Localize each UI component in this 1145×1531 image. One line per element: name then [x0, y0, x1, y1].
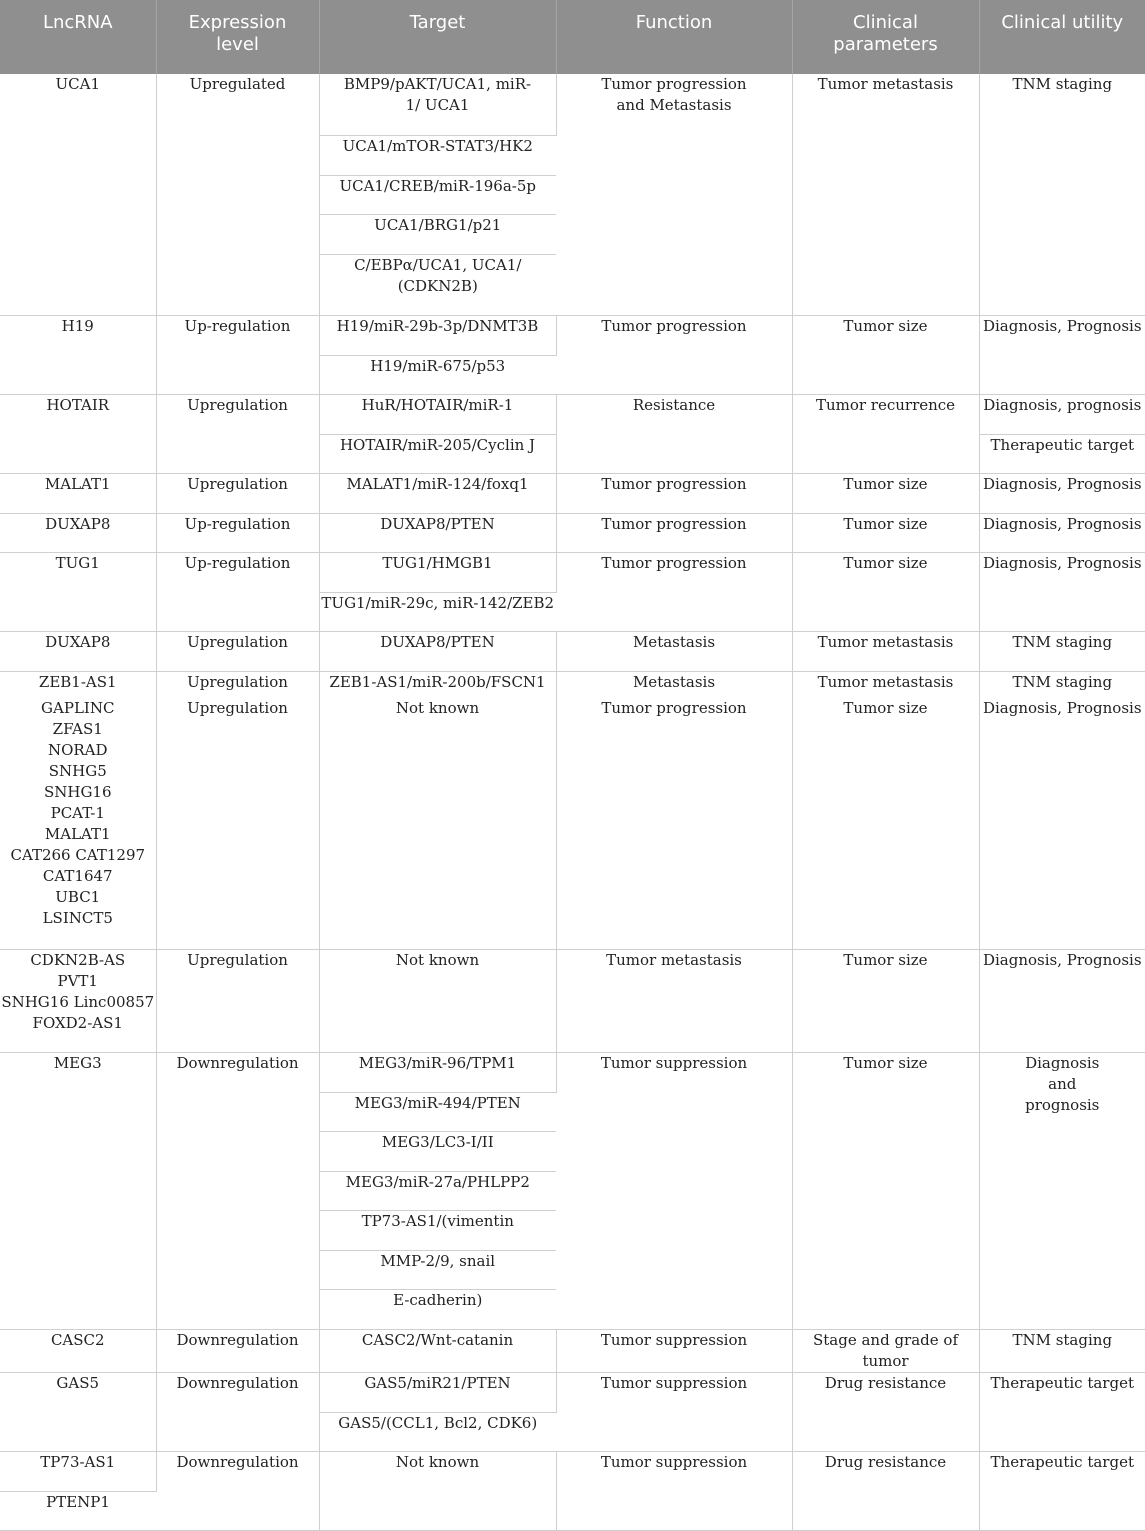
- function-cell: Tumor suppression: [556, 1052, 792, 1329]
- clinical-parameters-cell: Drug resistance: [792, 1372, 979, 1451]
- function-cell: Tumor progression: [556, 315, 792, 394]
- lncrna-cell: [0, 949, 156, 1052]
- table-row: [0, 74, 1145, 135]
- header-clinical-parameters: Clinical parameters: [792, 0, 979, 74]
- lncrna-name: CDKN2B-AS: [0, 950, 156, 971]
- lncrna-name: ZEB1-AS1: [0, 672, 156, 698]
- clinical-utility-cell: Diagnosis, Prognosis: [979, 473, 1145, 513]
- clinical-utility-cell: Diagnosis and prognosis: [979, 1052, 1145, 1329]
- lncrna-cell: MEG3: [0, 1052, 156, 1329]
- target-cell: MEG3/miR-494/PTEN: [319, 1092, 556, 1131]
- lncrna-name: LSINCT5: [0, 908, 156, 929]
- clinical-utility-cell: Therapeutic target: [979, 1451, 1145, 1530]
- function-cell: Tumor suppression: [556, 1329, 792, 1372]
- clinical-utility-cell: TNM staging: [979, 74, 1145, 315]
- header-clinical-utility: Clinical utility: [979, 0, 1145, 74]
- expression-cell: Up-regulation: [156, 552, 319, 631]
- clinical-parameters-cell: Tumor metastasis: [792, 74, 979, 315]
- target-cell: TUG1/HMGB1: [319, 552, 556, 592]
- clinical-parameters-cell: Drug resistance: [792, 1451, 979, 1530]
- clinical-parameters-cell: Tumor metastasis: [792, 631, 979, 671]
- clinical-utility-value: TNM staging: [980, 672, 1145, 698]
- target-cell: Not known: [319, 949, 556, 1052]
- lncrna-name: GAPLINC: [0, 698, 156, 719]
- table-row: [0, 1052, 1145, 1092]
- function-cell: Tumor suppression: [556, 1372, 792, 1451]
- clinical-utility-cell: Therapeutic target: [979, 1372, 1145, 1451]
- lncrna-name: CAT1647: [0, 866, 156, 887]
- clinical-parameters-cell: Tumor size: [792, 473, 979, 513]
- target-cell: H19/miR-675/p53: [319, 355, 556, 394]
- expression-cell: Up-regulation: [156, 315, 319, 394]
- table-row: [0, 1372, 1145, 1412]
- expression-cell: Upregulation: [156, 631, 319, 671]
- expression-cell: Upregulated: [156, 74, 319, 315]
- target-cell: [319, 671, 556, 949]
- target-cell: TUG1/miR-29c, miR-142/ZEB2: [319, 592, 556, 631]
- function-cell: Tumor progression and Metastasis: [556, 74, 792, 315]
- lncrna-name: MALAT1: [0, 824, 156, 845]
- clinical-utility-cell: Diagnosis, Prognosis: [979, 315, 1145, 394]
- clinical-parameters-cell: Stage and grade of tumor: [792, 1329, 979, 1372]
- target-cell: DUXAP8/PTEN: [319, 631, 556, 671]
- target-cell: GAS5/miR21/PTEN: [319, 1372, 556, 1412]
- target-value: ZEB1-AS1/miR-200b/FSCN1: [320, 672, 556, 698]
- expression-value: Upregulation: [157, 672, 319, 698]
- clinical-utility-cell: Diagnosis, prognosis: [979, 394, 1145, 434]
- clinical-utility-cell: Diagnosis, Prognosis: [979, 552, 1145, 631]
- table-row: [0, 315, 1145, 355]
- lncrna-name: FOXD2-AS1: [0, 1013, 156, 1034]
- lncrna-name: PVT1: [0, 971, 156, 992]
- target-cell: DUXAP8/PTEN: [319, 513, 556, 552]
- clinical-parameters-cell: Tumor size: [792, 552, 979, 631]
- target-cell: H19/miR-29b-3p/DNMT3B: [319, 315, 556, 355]
- clinical-parameters-cell: Tumor size: [792, 949, 979, 1052]
- lncrna-cell: HOTAIR: [0, 394, 156, 473]
- clinical-parameters-cell: Tumor recurrence: [792, 394, 979, 473]
- clinical-utility-cell: [979, 671, 1145, 949]
- clinical-parameters-value: Tumor size: [793, 698, 979, 719]
- table-row: [0, 552, 1145, 592]
- clinical-parameters-cell: Tumor size: [792, 315, 979, 394]
- target-cell: E-cadherin): [319, 1289, 556, 1329]
- lncrna-cell: CASC2: [0, 1329, 156, 1372]
- lncrna-cell: H19: [0, 315, 156, 394]
- clinical-parameters-cell: [792, 671, 979, 949]
- clinical-utility-cell: Diagnosis, Prognosis: [979, 949, 1145, 1052]
- clinical-utility-cell: Diagnosis, Prognosis: [979, 513, 1145, 552]
- expression-cell: Downregulation: [156, 1329, 319, 1372]
- target-cell: Not known: [319, 1451, 556, 1530]
- lncrna-name: UBC1: [0, 887, 156, 908]
- target-value: Not known: [320, 698, 556, 719]
- table-row: [0, 513, 1145, 552]
- function-cell: Resistance: [556, 394, 792, 473]
- target-cell: C/EBPα/UCA1, UCA1/ (CDKN2B): [319, 254, 556, 315]
- target-cell: MEG3/LC3-I/II: [319, 1131, 556, 1171]
- expression-cell: Downregulation: [156, 1372, 319, 1451]
- lncrna-cell: MALAT1: [0, 473, 156, 513]
- expression-cell: Up-regulation: [156, 513, 319, 552]
- header-row: [0, 0, 1145, 74]
- target-cell: HuR/HOTAIR/miR-1: [319, 394, 556, 434]
- table-row: [0, 394, 1145, 434]
- expression-cell: Upregulation: [156, 949, 319, 1052]
- target-cell: UCA1/BRG1/p21: [319, 214, 556, 254]
- table-row: [0, 1451, 1145, 1491]
- header-lncrna: LncRNA: [0, 0, 156, 74]
- lncrna-cell: DUXAP8: [0, 513, 156, 552]
- target-cell: MEG3/miR-27a/PHLPP2: [319, 1171, 556, 1210]
- lncrna-cell: TP73-AS1: [0, 1451, 156, 1491]
- function-cell: Tumor progression: [556, 552, 792, 631]
- lncrna-name: NORAD: [0, 740, 156, 761]
- lncrna-cell: GAS5: [0, 1372, 156, 1451]
- function-value: Tumor progression: [557, 698, 792, 719]
- clinical-parameters-cell: Tumor size: [792, 1052, 979, 1329]
- table-row: [0, 631, 1145, 671]
- lncrna-name: SNHG16: [0, 782, 156, 803]
- clinical-utility-value: Diagnosis, Prognosis: [980, 698, 1145, 719]
- function-value: Metastasis: [557, 672, 792, 698]
- clinical-parameters-value: Tumor metastasis: [793, 672, 979, 698]
- target-cell: BMP9/pAKT/UCA1, miR-1/ UCA1: [319, 74, 556, 135]
- expression-cell: Upregulation: [156, 394, 319, 473]
- target-cell: MALAT1/miR-124/foxq1: [319, 473, 556, 513]
- lncrna-name: SNHG16 Linc00857: [0, 992, 156, 1013]
- target-cell: UCA1/mTOR-STAT3/HK2: [319, 135, 556, 175]
- target-cell: MMP-2/9, snail: [319, 1250, 556, 1289]
- lncrna-cell: PTENP1: [0, 1491, 156, 1530]
- target-cell: TP73-AS1/(vimentin: [319, 1210, 556, 1250]
- clinical-parameters-cell: Tumor size: [792, 513, 979, 552]
- header-expression-level: Expression level: [156, 0, 319, 74]
- lncrna-name: SNHG5: [0, 761, 156, 782]
- clinical-utility-cell: TNM staging: [979, 1329, 1145, 1372]
- function-cell: [556, 671, 792, 949]
- header-target: Target: [319, 0, 556, 74]
- target-cell: GAS5/(CCL1, Bcl2, CDK6): [319, 1412, 556, 1451]
- lncrna-list: [0, 672, 156, 929]
- target-cell: HOTAIR/miR-205/Cyclin J: [319, 434, 556, 473]
- lncrna-name: CAT266 CAT1297: [0, 845, 156, 866]
- function-cell: Metastasis: [556, 631, 792, 671]
- target-cell: MEG3/miR-96/TPM1: [319, 1052, 556, 1092]
- expression-cell: Downregulation: [156, 1052, 319, 1329]
- function-cell: Tumor progression: [556, 473, 792, 513]
- clinical-utility-cell: Therapeutic target: [979, 434, 1145, 473]
- lncrna-cell: UCA1: [0, 74, 156, 315]
- expression-cell: [156, 671, 319, 949]
- clinical-utility-cell: TNM staging: [979, 631, 1145, 671]
- function-cell: Tumor suppression: [556, 1451, 792, 1530]
- header-function: Function: [556, 0, 792, 74]
- target-cell: UCA1/CREB/miR-196a-5p: [319, 175, 556, 214]
- table-row: [0, 1329, 1145, 1372]
- target-cell: CASC2/Wnt-catanin: [319, 1329, 556, 1372]
- lncrna-name: ZFAS1: [0, 719, 156, 740]
- lncrna-cell: DUXAP8: [0, 631, 156, 671]
- function-cell: Tumor progression: [556, 513, 792, 552]
- table-row: [0, 473, 1145, 513]
- table-row: [0, 949, 1145, 1052]
- expression-cell: Upregulation: [156, 473, 319, 513]
- expression-value: Upregulation: [157, 698, 319, 719]
- function-cell: Tumor metastasis: [556, 949, 792, 1052]
- lncrna-name: PCAT-1: [0, 803, 156, 824]
- table-row: [0, 671, 1145, 949]
- lncrna-cell: TUG1: [0, 552, 156, 631]
- expression-cell: Downregulation: [156, 1451, 319, 1530]
- lncrna-cell: [0, 671, 156, 949]
